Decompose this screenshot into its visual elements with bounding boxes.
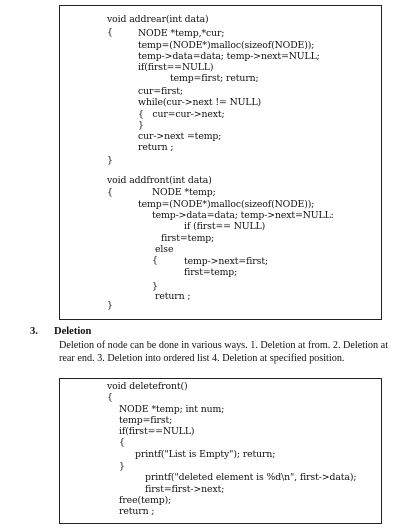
code2-line: return ;: [119, 506, 155, 517]
code2-line: first=first->next;: [145, 484, 225, 495]
code1-line: first=temp;: [184, 267, 238, 278]
code1-line: { cur=cur->next;: [138, 109, 225, 120]
code1-line: first=temp;: [161, 233, 215, 244]
code1-line: }: [107, 155, 113, 166]
code1-line: temp->data=data; temp->next=NULL;: [138, 51, 320, 62]
code2-line: printf("List is Empty"); return;: [135, 449, 276, 460]
code1-line: return ;: [138, 142, 174, 153]
code2-line: temp=first;: [119, 415, 173, 426]
code2-line: free(temp);: [119, 495, 172, 506]
code2-line: void deletefront(): [107, 381, 188, 392]
code1-line: }: [152, 281, 158, 292]
code1-line: cur->next =temp;: [138, 131, 222, 142]
code2-line: if(first==NULL): [119, 426, 195, 437]
code1-line: temp=first; return;: [170, 73, 259, 84]
code1-line: else: [155, 244, 174, 255]
code1-line: if(first==NULL): [138, 62, 214, 73]
code1-line: NODE *temp;: [152, 187, 216, 198]
code1-line: while(cur->next != NULL): [138, 97, 262, 108]
code1-line: NODE *temp,*cur;: [138, 28, 225, 39]
code1-line: }: [138, 120, 144, 131]
section-title: Deletion: [54, 326, 92, 337]
code2-line: }: [119, 461, 125, 472]
code1-line: {: [107, 27, 113, 38]
code1-line: {: [152, 255, 158, 266]
code1-line: if (first== NULL): [184, 221, 266, 232]
code2-line: NODE *temp; int num;: [119, 404, 225, 415]
code1-line: void addfront(int data): [107, 175, 212, 186]
code1-line: temp->data=data; temp->next=NULL:: [152, 210, 334, 221]
code2-line: printf("deleted element is %d\n", first->data);: [145, 472, 357, 483]
code1-line: return ;: [155, 291, 191, 302]
section-heading: [30, 326, 91, 337]
code1-line: void addrear(int data): [107, 14, 209, 25]
code2-line: {: [107, 392, 113, 403]
code1-line: temp=(NODE*)malloc(sizeof(NODE));: [138, 199, 315, 210]
code1-line: }: [107, 300, 113, 311]
code1-line: temp=(NODE*)malloc(sizeof(NODE));: [138, 40, 315, 51]
code1-line: cur=first;: [138, 86, 183, 97]
code1-line: temp->next=first;: [184, 256, 268, 267]
code1-line: {: [107, 187, 113, 198]
section-paragraph: Deletion of node can be done in various ways. 1. Deletion at from. 2. Deletion at rear end. 3. Deletion into ordered list 4. Deletion at specified position.: [59, 340, 389, 364]
code2-line: {: [119, 437, 125, 448]
section-number: 3.: [30, 326, 38, 337]
